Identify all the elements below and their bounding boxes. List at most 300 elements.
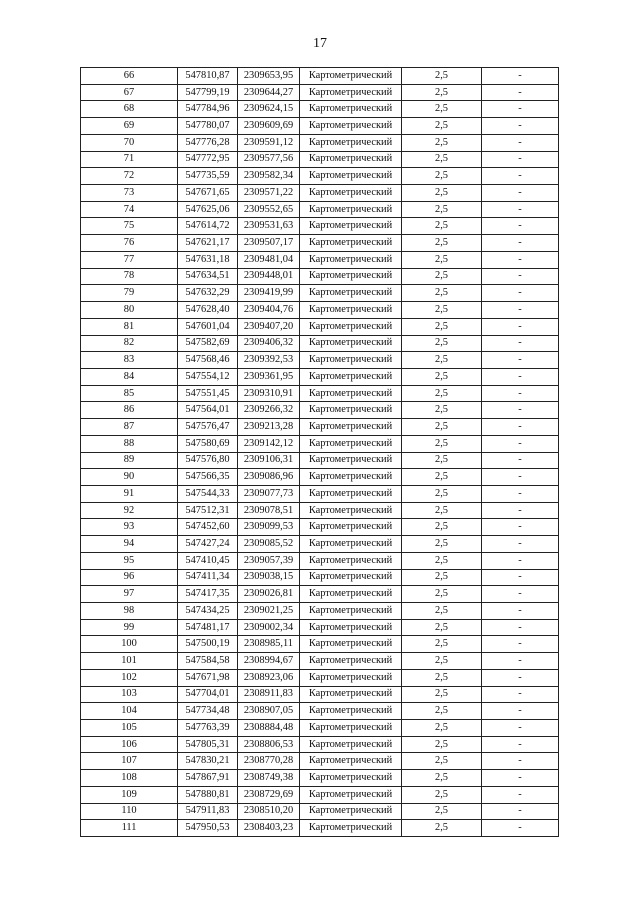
accuracy-cell: 2,5 (402, 552, 482, 569)
y-coordinate-cell: 2309552,65 (238, 201, 300, 218)
accuracy-cell: 2,5 (402, 134, 482, 151)
accuracy-cell: 2,5 (402, 402, 482, 419)
accuracy-cell: 2,5 (402, 820, 482, 837)
table-row (81, 502, 559, 519)
accuracy-cell: 2,5 (402, 770, 482, 787)
description-cell: - (482, 368, 559, 385)
x-coordinate-cell: 547911,83 (178, 803, 238, 820)
method-cell: Картометрический (300, 703, 402, 720)
table-row (81, 452, 559, 469)
y-coordinate-cell: 2309624,15 (238, 101, 300, 118)
y-coordinate-cell: 2309002,34 (238, 619, 300, 636)
method-cell: Картометрический (300, 736, 402, 753)
method-cell: Картометрический (300, 820, 402, 837)
point-number-cell: 102 (81, 669, 178, 686)
y-coordinate-cell: 2309099,53 (238, 519, 300, 536)
point-number-cell: 70 (81, 134, 178, 151)
method-cell: Картометрический (300, 469, 402, 486)
method-cell: Картометрический (300, 435, 402, 452)
method-cell: Картометрический (300, 302, 402, 319)
x-coordinate-cell: 547634,51 (178, 268, 238, 285)
description-cell: - (482, 636, 559, 653)
table-row (81, 586, 559, 603)
description-cell: - (482, 736, 559, 753)
point-number-cell: 84 (81, 368, 178, 385)
table-row (81, 402, 559, 419)
x-coordinate-cell: 547830,21 (178, 753, 238, 770)
method-cell: Картометрический (300, 452, 402, 469)
table-row (81, 151, 559, 168)
x-coordinate-cell: 547621,17 (178, 235, 238, 252)
method-cell: Картометрический (300, 235, 402, 252)
y-coordinate-cell: 2309644,27 (238, 84, 300, 101)
accuracy-cell: 2,5 (402, 318, 482, 335)
point-number-cell: 71 (81, 151, 178, 168)
method-cell: Картометрический (300, 519, 402, 536)
table-row (81, 485, 559, 502)
table-row (81, 820, 559, 837)
y-coordinate-cell: 2308923,06 (238, 669, 300, 686)
y-coordinate-cell: 2309085,52 (238, 536, 300, 553)
accuracy-cell: 2,5 (402, 586, 482, 603)
table-row (81, 352, 559, 369)
point-number-cell: 103 (81, 686, 178, 703)
accuracy-cell: 2,5 (402, 118, 482, 135)
table-row (81, 185, 559, 202)
accuracy-cell: 2,5 (402, 519, 482, 536)
accuracy-cell: 2,5 (402, 536, 482, 553)
point-number-cell: 85 (81, 385, 178, 402)
description-cell: - (482, 419, 559, 436)
accuracy-cell: 2,5 (402, 720, 482, 737)
description-cell: - (482, 653, 559, 670)
y-coordinate-cell: 2309392,53 (238, 352, 300, 369)
method-cell: Картометрический (300, 84, 402, 101)
point-number-cell: 105 (81, 720, 178, 737)
table-row (81, 536, 559, 553)
table-row (81, 134, 559, 151)
x-coordinate-cell: 547410,45 (178, 552, 238, 569)
x-coordinate-cell: 547580,69 (178, 435, 238, 452)
point-number-cell: 86 (81, 402, 178, 419)
accuracy-cell: 2,5 (402, 619, 482, 636)
point-number-cell: 99 (81, 619, 178, 636)
x-coordinate-cell: 547512,31 (178, 502, 238, 519)
accuracy-cell: 2,5 (402, 84, 482, 101)
method-cell: Картометрический (300, 368, 402, 385)
point-number-cell: 109 (81, 786, 178, 803)
table-row (81, 118, 559, 135)
y-coordinate-cell: 2309609,69 (238, 118, 300, 135)
y-coordinate-cell: 2309507,17 (238, 235, 300, 252)
method-cell: Картометрический (300, 251, 402, 268)
description-cell: - (482, 753, 559, 770)
point-number-cell: 72 (81, 168, 178, 185)
description-cell: - (482, 101, 559, 118)
y-coordinate-cell: 2309106,31 (238, 452, 300, 469)
method-cell: Картометрический (300, 536, 402, 553)
method-cell: Картометрический (300, 569, 402, 586)
x-coordinate-cell: 547452,60 (178, 519, 238, 536)
accuracy-cell: 2,5 (402, 603, 482, 620)
x-coordinate-cell: 547551,45 (178, 385, 238, 402)
x-coordinate-cell: 547805,31 (178, 736, 238, 753)
method-cell: Картометрический (300, 134, 402, 151)
point-number-cell: 76 (81, 235, 178, 252)
point-number-cell: 90 (81, 469, 178, 486)
x-coordinate-cell: 547734,48 (178, 703, 238, 720)
table-row (81, 469, 559, 486)
table-row (81, 786, 559, 803)
y-coordinate-cell: 2309086,96 (238, 469, 300, 486)
description-cell: - (482, 335, 559, 352)
y-coordinate-cell: 2308510,20 (238, 803, 300, 820)
x-coordinate-cell: 547625,06 (178, 201, 238, 218)
accuracy-cell: 2,5 (402, 703, 482, 720)
description-cell: - (482, 218, 559, 235)
table-row (81, 703, 559, 720)
table-row (81, 552, 559, 569)
y-coordinate-cell: 2308907,05 (238, 703, 300, 720)
table-row (81, 753, 559, 770)
accuracy-cell: 2,5 (402, 786, 482, 803)
y-coordinate-cell: 2309406,32 (238, 335, 300, 352)
description-cell: - (482, 168, 559, 185)
method-cell: Картометрический (300, 151, 402, 168)
x-coordinate-cell: 547544,33 (178, 485, 238, 502)
point-number-cell: 79 (81, 285, 178, 302)
table-row (81, 669, 559, 686)
x-coordinate-cell: 547799,19 (178, 84, 238, 101)
accuracy-cell: 2,5 (402, 435, 482, 452)
method-cell: Картометрический (300, 753, 402, 770)
description-cell: - (482, 185, 559, 202)
method-cell: Картометрический (300, 786, 402, 803)
table-row (81, 318, 559, 335)
table-row (81, 603, 559, 620)
point-number-cell: 111 (81, 820, 178, 837)
y-coordinate-cell: 2308806,53 (238, 736, 300, 753)
method-cell: Картометрический (300, 318, 402, 335)
y-coordinate-cell: 2309077,73 (238, 485, 300, 502)
description-cell: - (482, 803, 559, 820)
table-row (81, 419, 559, 436)
accuracy-cell: 2,5 (402, 803, 482, 820)
point-number-cell: 100 (81, 636, 178, 653)
point-number-cell: 91 (81, 485, 178, 502)
y-coordinate-cell: 2308729,69 (238, 786, 300, 803)
description-cell: - (482, 318, 559, 335)
method-cell: Картометрический (300, 485, 402, 502)
method-cell: Картометрический (300, 636, 402, 653)
method-cell: Картометрический (300, 669, 402, 686)
point-number-cell: 107 (81, 753, 178, 770)
y-coordinate-cell: 2309213,28 (238, 419, 300, 436)
accuracy-cell: 2,5 (402, 502, 482, 519)
accuracy-cell: 2,5 (402, 302, 482, 319)
description-cell: - (482, 385, 559, 402)
table-row (81, 218, 559, 235)
point-number-cell: 93 (81, 519, 178, 536)
point-number-cell: 73 (81, 185, 178, 202)
y-coordinate-cell: 2309266,32 (238, 402, 300, 419)
x-coordinate-cell: 547776,28 (178, 134, 238, 151)
x-coordinate-cell: 547780,07 (178, 118, 238, 135)
description-cell: - (482, 485, 559, 502)
point-number-cell: 69 (81, 118, 178, 135)
table-row (81, 101, 559, 118)
table-row (81, 235, 559, 252)
table-row (81, 335, 559, 352)
method-cell: Картометрический (300, 803, 402, 820)
method-cell: Картометрический (300, 502, 402, 519)
accuracy-cell: 2,5 (402, 68, 482, 85)
accuracy-cell: 2,5 (402, 151, 482, 168)
method-cell: Картометрический (300, 285, 402, 302)
coordinates-table (80, 67, 559, 837)
y-coordinate-cell: 2309481,04 (238, 251, 300, 268)
description-cell: - (482, 285, 559, 302)
description-cell: - (482, 720, 559, 737)
description-cell: - (482, 452, 559, 469)
description-cell: - (482, 502, 559, 519)
accuracy-cell: 2,5 (402, 368, 482, 385)
table-row (81, 636, 559, 653)
description-cell: - (482, 786, 559, 803)
method-cell: Картометрический (300, 770, 402, 787)
description-cell: - (482, 469, 559, 486)
y-coordinate-cell: 2308985,11 (238, 636, 300, 653)
point-number-cell: 110 (81, 803, 178, 820)
description-cell: - (482, 201, 559, 218)
point-number-cell: 106 (81, 736, 178, 753)
point-number-cell: 104 (81, 703, 178, 720)
description-cell: - (482, 268, 559, 285)
point-number-cell: 81 (81, 318, 178, 335)
table-row (81, 168, 559, 185)
method-cell: Картометрический (300, 586, 402, 603)
table-row (81, 84, 559, 101)
table-row (81, 268, 559, 285)
method-cell: Картометрический (300, 68, 402, 85)
x-coordinate-cell: 547582,69 (178, 335, 238, 352)
y-coordinate-cell: 2308994,67 (238, 653, 300, 670)
accuracy-cell: 2,5 (402, 669, 482, 686)
description-cell: - (482, 302, 559, 319)
accuracy-cell: 2,5 (402, 753, 482, 770)
y-coordinate-cell: 2309571,22 (238, 185, 300, 202)
point-number-cell: 97 (81, 586, 178, 603)
description-cell: - (482, 519, 559, 536)
description-cell: - (482, 402, 559, 419)
accuracy-cell: 2,5 (402, 452, 482, 469)
x-coordinate-cell: 547417,35 (178, 586, 238, 603)
method-cell: Картометрический (300, 552, 402, 569)
method-cell: Картометрический (300, 101, 402, 118)
x-coordinate-cell: 547576,80 (178, 452, 238, 469)
description-cell: - (482, 118, 559, 135)
x-coordinate-cell: 547867,91 (178, 770, 238, 787)
y-coordinate-cell: 2309310,91 (238, 385, 300, 402)
description-cell: - (482, 669, 559, 686)
table-row (81, 368, 559, 385)
x-coordinate-cell: 547427,24 (178, 536, 238, 553)
table-row (81, 619, 559, 636)
method-cell: Картометрический (300, 720, 402, 737)
page-number: 17 (313, 36, 327, 51)
description-cell: - (482, 68, 559, 85)
x-coordinate-cell: 547772,95 (178, 151, 238, 168)
accuracy-cell: 2,5 (402, 235, 482, 252)
x-coordinate-cell: 547671,98 (178, 669, 238, 686)
accuracy-cell: 2,5 (402, 485, 482, 502)
method-cell: Картометрический (300, 385, 402, 402)
x-coordinate-cell: 547810,87 (178, 68, 238, 85)
y-coordinate-cell: 2309078,51 (238, 502, 300, 519)
accuracy-cell: 2,5 (402, 101, 482, 118)
description-cell: - (482, 235, 559, 252)
point-number-cell: 94 (81, 536, 178, 553)
method-cell: Картометрический (300, 218, 402, 235)
method-cell: Картометрический (300, 619, 402, 636)
method-cell: Картометрический (300, 168, 402, 185)
accuracy-cell: 2,5 (402, 285, 482, 302)
point-number-cell: 108 (81, 770, 178, 787)
method-cell: Картометрический (300, 603, 402, 620)
x-coordinate-cell: 547500,19 (178, 636, 238, 653)
accuracy-cell: 2,5 (402, 218, 482, 235)
description-cell: - (482, 151, 559, 168)
x-coordinate-cell: 547566,35 (178, 469, 238, 486)
description-cell: - (482, 820, 559, 837)
accuracy-cell: 2,5 (402, 653, 482, 670)
point-number-cell: 92 (81, 502, 178, 519)
y-coordinate-cell: 2309021,25 (238, 603, 300, 620)
accuracy-cell: 2,5 (402, 185, 482, 202)
table-row (81, 803, 559, 820)
x-coordinate-cell: 547434,25 (178, 603, 238, 620)
description-cell: - (482, 586, 559, 603)
method-cell: Картометрический (300, 402, 402, 419)
point-number-cell: 98 (81, 603, 178, 620)
table-row (81, 435, 559, 452)
method-cell: Картометрический (300, 352, 402, 369)
point-number-cell: 67 (81, 84, 178, 101)
description-cell: - (482, 251, 559, 268)
y-coordinate-cell: 2309531,63 (238, 218, 300, 235)
x-coordinate-cell: 547554,12 (178, 368, 238, 385)
y-coordinate-cell: 2309582,34 (238, 168, 300, 185)
description-cell: - (482, 536, 559, 553)
x-coordinate-cell: 547950,53 (178, 820, 238, 837)
point-number-cell: 83 (81, 352, 178, 369)
accuracy-cell: 2,5 (402, 201, 482, 218)
point-number-cell: 89 (81, 452, 178, 469)
accuracy-cell: 2,5 (402, 168, 482, 185)
x-coordinate-cell: 547784,96 (178, 101, 238, 118)
y-coordinate-cell: 2309407,20 (238, 318, 300, 335)
accuracy-cell: 2,5 (402, 636, 482, 653)
method-cell: Картометрический (300, 185, 402, 202)
x-coordinate-cell: 547763,39 (178, 720, 238, 737)
x-coordinate-cell: 547614,72 (178, 218, 238, 235)
description-cell: - (482, 134, 559, 151)
point-number-cell: 80 (81, 302, 178, 319)
table-row (81, 251, 559, 268)
description-cell: - (482, 770, 559, 787)
method-cell: Картометрический (300, 335, 402, 352)
method-cell: Картометрический (300, 653, 402, 670)
accuracy-cell: 2,5 (402, 736, 482, 753)
y-coordinate-cell: 2308770,28 (238, 753, 300, 770)
description-cell: - (482, 84, 559, 101)
y-coordinate-cell: 2308403,23 (238, 820, 300, 837)
point-number-cell: 66 (81, 68, 178, 85)
y-coordinate-cell: 2308884,48 (238, 720, 300, 737)
description-cell: - (482, 603, 559, 620)
point-number-cell: 96 (81, 569, 178, 586)
x-coordinate-cell: 547632,29 (178, 285, 238, 302)
method-cell: Картометрический (300, 118, 402, 135)
point-number-cell: 74 (81, 201, 178, 218)
accuracy-cell: 2,5 (402, 352, 482, 369)
method-cell: Картометрический (300, 268, 402, 285)
accuracy-cell: 2,5 (402, 251, 482, 268)
x-coordinate-cell: 547584,58 (178, 653, 238, 670)
y-coordinate-cell: 2309577,56 (238, 151, 300, 168)
x-coordinate-cell: 547704,01 (178, 686, 238, 703)
table-row (81, 770, 559, 787)
table-row (81, 201, 559, 218)
table-row (81, 285, 559, 302)
table-row (81, 653, 559, 670)
accuracy-cell: 2,5 (402, 686, 482, 703)
description-cell: - (482, 352, 559, 369)
accuracy-cell: 2,5 (402, 335, 482, 352)
y-coordinate-cell: 2309026,81 (238, 586, 300, 603)
accuracy-cell: 2,5 (402, 419, 482, 436)
method-cell: Картометрический (300, 419, 402, 436)
table-row (81, 519, 559, 536)
accuracy-cell: 2,5 (402, 385, 482, 402)
table-row (81, 720, 559, 737)
accuracy-cell: 2,5 (402, 569, 482, 586)
y-coordinate-cell: 2308911,83 (238, 686, 300, 703)
y-coordinate-cell: 2308749,38 (238, 770, 300, 787)
x-coordinate-cell: 547735,59 (178, 168, 238, 185)
x-coordinate-cell: 547671,65 (178, 185, 238, 202)
y-coordinate-cell: 2309057,39 (238, 552, 300, 569)
description-cell: - (482, 686, 559, 703)
table-row (81, 302, 559, 319)
point-number-cell: 75 (81, 218, 178, 235)
y-coordinate-cell: 2309419,99 (238, 285, 300, 302)
point-number-cell: 82 (81, 335, 178, 352)
point-number-cell: 95 (81, 552, 178, 569)
description-cell: - (482, 619, 559, 636)
table-row (81, 736, 559, 753)
point-number-cell: 77 (81, 251, 178, 268)
y-coordinate-cell: 2309038,15 (238, 569, 300, 586)
x-coordinate-cell: 547631,18 (178, 251, 238, 268)
y-coordinate-cell: 2309361,95 (238, 368, 300, 385)
accuracy-cell: 2,5 (402, 469, 482, 486)
x-coordinate-cell: 547568,46 (178, 352, 238, 369)
y-coordinate-cell: 2309591,12 (238, 134, 300, 151)
point-number-cell: 101 (81, 653, 178, 670)
x-coordinate-cell: 547564,01 (178, 402, 238, 419)
description-cell: - (482, 435, 559, 452)
